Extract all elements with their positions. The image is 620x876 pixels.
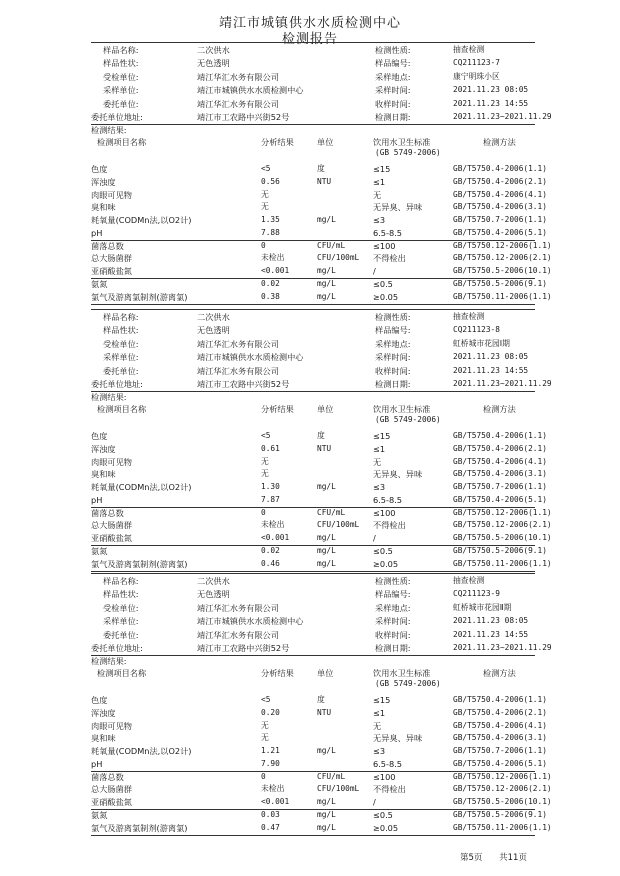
- standard-cell: ≤3: [373, 482, 386, 492]
- standard-cell: 无: [373, 720, 382, 731]
- sampling-time-value: 2021.11.23 08:05: [453, 352, 529, 362]
- client-unit-label: 受检单位:: [103, 338, 139, 349]
- item-name-cell: 浑浊度: [91, 443, 116, 454]
- unit-cell: mg/L: [317, 545, 336, 555]
- test-nature-value: 抽查检测: [453, 576, 485, 585]
- client-unit-label: 受检单位:: [103, 71, 139, 82]
- column-header-standard: 饮用水卫生标准: [373, 404, 431, 414]
- column-header-item: 检测项目名称: [97, 404, 147, 414]
- entrust-address-label: 委托单位地址:: [91, 379, 143, 389]
- block-top-rule: [91, 573, 535, 574]
- test-date-label: 检测日期:: [375, 112, 411, 122]
- standard-cell: 无: [373, 189, 382, 200]
- item-name-cell: 总大肠菌群: [91, 520, 132, 531]
- result-cell: 0.03: [261, 809, 280, 819]
- method-cell: GB/T5750.12-2006(2.1): [453, 253, 552, 263]
- method-cell: GB/T5750.5-2006(10.1): [453, 797, 552, 806]
- standard-cell: ≤1: [373, 443, 386, 454]
- info-bottom-rule: [91, 391, 535, 392]
- standard-cell: 无异臭、异味: [373, 202, 423, 213]
- unit-cell: NTU: [317, 707, 332, 717]
- unit-cell: CFU/mL: [317, 507, 346, 517]
- sample-name-value: 二次供水: [197, 45, 230, 55]
- entrust-address-label: 委托单位地址:: [91, 112, 143, 122]
- method-cell: GB/T5750.4-2006(2.1): [453, 707, 547, 717]
- result-cell: 0.02: [261, 545, 280, 555]
- standard-cell: ≤1: [373, 176, 386, 187]
- sampling-unit-value: 靖江市城镇供水水质检测中心: [197, 616, 304, 627]
- item-name-cell: 浑浊度: [91, 176, 116, 187]
- entrust-unit-label: 委托单位:: [103, 98, 139, 109]
- unit-cell: 度: [317, 431, 325, 440]
- result-cell: <0.001: [261, 533, 290, 542]
- method-cell: GB/T5750.11-2006(1.1): [453, 291, 552, 301]
- block-bottom-rule: [91, 835, 535, 836]
- unit-cell: mg/L: [317, 809, 336, 819]
- test-date-label: 检测日期:: [375, 643, 411, 653]
- standard-cell: ≥0.05: [373, 558, 399, 569]
- sampling-unit-label: 采样单位:: [103, 352, 139, 363]
- standard-cell: ≤1: [373, 707, 386, 718]
- unit-cell: CFU/100mL: [317, 253, 360, 263]
- column-header-unit: 单位: [317, 137, 334, 147]
- results-heading: 检测结果:: [91, 125, 127, 135]
- standard-cell: 不得检出: [373, 520, 406, 531]
- item-name-cell: 总大肠菌群: [91, 253, 132, 264]
- column-header-standard-sub: (GB 5749-2006): [375, 415, 441, 424]
- entrust-unit-label: 委托单位:: [103, 365, 139, 376]
- sample-property-value: 无色透明: [197, 589, 230, 600]
- standard-cell: 不得检出: [373, 253, 406, 264]
- result-cell: 0: [261, 771, 266, 781]
- entrust-address-value: 靖江市工农路中兴街52号: [197, 379, 290, 389]
- result-cell: 0: [261, 240, 266, 250]
- item-name-cell: 肉眼可见物: [91, 720, 132, 731]
- standard-cell: 6.5-8.5: [373, 494, 402, 505]
- result-cell: <0.001: [261, 797, 290, 806]
- report-header-title: 靖江市城镇供水水质检测中心: [218, 16, 401, 31]
- unit-cell: mg/L: [317, 822, 336, 832]
- result-cell: <5: [261, 695, 271, 704]
- result-cell: 0.20: [261, 707, 280, 717]
- unit-cell: CFU/mL: [317, 240, 346, 250]
- item-name-cell: 耗氧量(CODMn法,以O2计): [91, 215, 192, 225]
- method-cell: GB/T5750.12-2006(1.1): [453, 771, 552, 781]
- item-name-cell: 色度: [91, 164, 108, 174]
- item-name-cell: 氯气及游离氯制剂(游离氯): [91, 558, 188, 569]
- method-cell: GB/T5750.4-2006(1.1): [453, 164, 547, 173]
- test-nature-label: 检测性质:: [375, 45, 411, 55]
- receive-time-value: 2021.11.23 14:55: [453, 629, 529, 639]
- sampling-time-label: 采样时间:: [375, 85, 411, 96]
- sample-number-value: CQ211123-9: [453, 589, 500, 599]
- result-cell: 7.88: [261, 227, 280, 237]
- result-cell: 0.61: [261, 443, 280, 453]
- receive-time-value: 2021.11.23 14:55: [453, 365, 529, 375]
- result-cell: 1.21: [261, 746, 280, 755]
- standard-cell: ≤100: [373, 507, 396, 518]
- standard-cell: 6.5-8.5: [373, 227, 402, 238]
- standard-cell: ≤0.5: [373, 545, 393, 556]
- method-cell: GB/T5750.5-2006(9.1): [453, 545, 547, 555]
- sampling-site-label: 采样地点:: [375, 338, 411, 349]
- item-name-cell: 菌落总数: [91, 240, 124, 251]
- method-cell: GB/T5750.7-2006(1.1): [453, 215, 547, 224]
- column-header-standard: 饮用水卫生标准: [373, 668, 431, 678]
- unit-cell: mg/L: [317, 558, 336, 568]
- test-nature-value: 抽查检测: [453, 312, 485, 321]
- item-name-cell: 浑浊度: [91, 707, 116, 718]
- receive-time-label: 收样时间:: [375, 629, 411, 640]
- column-header-method: 检测方法: [483, 668, 516, 678]
- result-cell: 0.02: [261, 278, 280, 288]
- standard-cell: /: [373, 797, 376, 807]
- item-name-cell: pH: [91, 494, 103, 505]
- method-cell: GB/T5750.7-2006(1.1): [453, 482, 547, 491]
- result-cell: 7.87: [261, 494, 280, 504]
- info-bottom-rule: [91, 124, 535, 125]
- page-footer: [460, 851, 541, 863]
- sample-property-label: 样品性状:: [103, 589, 139, 600]
- method-cell: GB/T5750.11-2006(1.1): [453, 558, 552, 568]
- column-header-result: 分析结果: [261, 137, 294, 147]
- method-cell: GB/T5750.7-2006(1.1): [453, 746, 547, 755]
- result-cell: 未检出: [261, 253, 285, 263]
- standard-cell: ≤3: [373, 215, 386, 225]
- sample-number-label: 样品编号:: [375, 589, 411, 600]
- standard-cell: 6.5-8.5: [373, 758, 402, 769]
- unit-cell: mg/L: [317, 797, 336, 806]
- test-nature-label: 检测性质:: [375, 312, 411, 322]
- item-name-cell: 总大肠菌群: [91, 784, 132, 795]
- column-header-unit: 单位: [317, 668, 334, 678]
- block-top-rule: [91, 309, 535, 310]
- method-cell: GB/T5750.5-2006(10.1): [453, 533, 552, 542]
- unit-cell: NTU: [317, 443, 332, 453]
- entrust-address-label: 委托单位地址:: [91, 643, 143, 653]
- item-name-cell: 耗氧量(CODMn法,以O2计): [91, 746, 192, 756]
- item-name-cell: 臭和味: [91, 202, 116, 213]
- column-header-item: 检测项目名称: [97, 668, 147, 678]
- standard-cell: 无异臭、异味: [373, 469, 423, 480]
- sampling-unit-value: 靖江市城镇供水水质检测中心: [197, 352, 304, 363]
- sampling-site-label: 采样地点:: [375, 71, 411, 82]
- item-name-cell: 亚硝酸盐氮: [91, 266, 132, 276]
- standard-cell: ≤15: [373, 695, 391, 705]
- unit-cell: mg/L: [317, 291, 336, 301]
- result-cell: 0.46: [261, 558, 280, 568]
- method-cell: GB/T5750.4-2006(4.1): [453, 720, 547, 730]
- unit-cell: CFU/mL: [317, 771, 346, 781]
- method-cell: GB/T5750.5-2006(9.1): [453, 278, 547, 288]
- standard-cell: ≤15: [373, 431, 391, 441]
- item-name-cell: 肉眼可见物: [91, 456, 132, 467]
- receive-time-label: 收样时间:: [375, 365, 411, 376]
- unit-cell: mg/L: [317, 278, 336, 288]
- method-cell: GB/T5750.4-2006(1.1): [453, 431, 547, 440]
- unit-cell: 度: [317, 695, 325, 704]
- page-number: 第5页: [460, 853, 483, 863]
- method-cell: GB/T5750.4-2006(2.1): [453, 443, 547, 453]
- sample-name-label: 样品名称:: [103, 45, 139, 55]
- sample-name-label: 样品名称:: [103, 576, 139, 586]
- result-cell: 无: [261, 456, 269, 466]
- method-cell: GB/T5750.11-2006(1.1): [453, 822, 552, 832]
- sample-name-value: 二次供水: [197, 576, 230, 586]
- standard-cell: 无异臭、异味: [373, 733, 423, 744]
- item-name-cell: 菌落总数: [91, 771, 124, 782]
- sampling-time-value: 2021.11.23 08:05: [453, 616, 529, 626]
- test-date-value: 2021.11.23~2021.11.29: [453, 112, 552, 121]
- method-cell: GB/T5750.4-2006(5.1): [453, 758, 547, 768]
- info-bottom-rule: [91, 655, 535, 656]
- sample-name-label: 样品名称:: [103, 312, 139, 322]
- entrust-address-value: 靖江市工农路中兴街52号: [197, 643, 290, 653]
- item-name-cell: 菌落总数: [91, 507, 124, 518]
- result-cell: 0: [261, 507, 266, 517]
- entrust-unit-value: 靖江华汇水务有限公司: [197, 629, 279, 640]
- unit-cell: mg/L: [317, 746, 336, 755]
- standard-cell: ≤100: [373, 240, 396, 251]
- receive-time-value: 2021.11.23 14:55: [453, 98, 529, 108]
- method-cell: GB/T5750.4-2006(4.1): [453, 189, 547, 199]
- item-name-cell: pH: [91, 227, 103, 238]
- sample-property-value: 无色透明: [197, 58, 230, 69]
- result-cell: 无: [261, 189, 269, 199]
- result-cell: 0.38: [261, 291, 280, 301]
- block-top-rule: [91, 42, 535, 43]
- column-header-method: 检测方法: [483, 404, 516, 414]
- client-unit-label: 受检单位:: [103, 602, 139, 613]
- result-cell: 无: [261, 202, 269, 212]
- method-cell: GB/T5750.4-2006(3.1): [453, 733, 547, 743]
- result-cell: 1.30: [261, 482, 280, 491]
- sampling-unit-value: 靖江市城镇供水水质检测中心: [197, 85, 304, 96]
- sampling-site-value: 虹桥城市花园Ⅱ期: [453, 602, 512, 612]
- item-name-cell: 氨氮: [91, 545, 108, 556]
- column-header-unit: 单位: [317, 404, 334, 414]
- sample-number-value: CQ211123-8: [453, 325, 500, 335]
- method-cell: GB/T5750.5-2006(10.1): [453, 266, 552, 275]
- item-name-cell: 臭和味: [91, 733, 116, 744]
- method-cell: GB/T5750.5-2006(9.1): [453, 809, 547, 819]
- standard-cell: /: [373, 266, 376, 276]
- result-cell: 0.56: [261, 176, 280, 186]
- unit-cell: CFU/100mL: [317, 784, 360, 794]
- item-name-cell: 亚硝酸盐氮: [91, 797, 132, 807]
- unit-cell: 度: [317, 164, 325, 173]
- receive-time-label: 收样时间:: [375, 98, 411, 109]
- entrust-unit-value: 靖江华汇水务有限公司: [197, 365, 279, 376]
- sample-number-value: CQ211123-7: [453, 58, 500, 68]
- item-name-cell: 色度: [91, 431, 108, 441]
- column-header-method: 检测方法: [483, 137, 516, 147]
- sample-number-label: 样品编号:: [375, 325, 411, 336]
- sampling-unit-label: 采样单位:: [103, 616, 139, 627]
- column-header-standard-sub: (GB 5749-2006): [375, 148, 441, 157]
- sample-number-label: 样品编号:: [375, 58, 411, 69]
- column-header-standard: 饮用水卫生标准: [373, 137, 431, 147]
- unit-cell: mg/L: [317, 215, 336, 224]
- item-name-cell: 耗氧量(CODMn法,以O2计): [91, 482, 192, 492]
- sample-report-block: [91, 42, 552, 304]
- standard-cell: 无: [373, 456, 382, 467]
- column-header-item: 检测项目名称: [97, 137, 147, 147]
- method-cell: GB/T5750.12-2006(1.1): [453, 240, 552, 250]
- method-cell: GB/T5750.12-2006(2.1): [453, 520, 552, 530]
- method-cell: GB/T5750.4-2006(2.1): [453, 176, 547, 186]
- item-name-cell: pH: [91, 758, 103, 769]
- method-cell: GB/T5750.12-2006(2.1): [453, 784, 552, 794]
- sample-report-block: [91, 573, 552, 835]
- result-cell: 未检出: [261, 520, 285, 530]
- entrust-address-value: 靖江市工农路中兴街52号: [197, 112, 290, 122]
- sampling-time-label: 采样时间:: [375, 352, 411, 363]
- column-header-standard-sub: (GB 5749-2006): [375, 679, 441, 688]
- column-header-result: 分析结果: [261, 668, 294, 678]
- sample-name-value: 二次供水: [197, 312, 230, 322]
- client-unit-value: 靖江华汇水务有限公司: [197, 602, 279, 613]
- item-name-cell: 肉眼可见物: [91, 189, 132, 200]
- result-cell: 7.90: [261, 758, 280, 768]
- unit-cell: mg/L: [317, 482, 336, 491]
- method-cell: GB/T5750.4-2006(1.1): [453, 695, 547, 704]
- standard-cell: ≥0.05: [373, 822, 399, 833]
- page-total: 共11页: [499, 853, 527, 863]
- sample-property-label: 样品性状:: [103, 325, 139, 336]
- report-header-subtitle: 检测报告: [281, 32, 338, 47]
- item-name-cell: 臭和味: [91, 469, 116, 480]
- result-cell: <0.001: [261, 266, 290, 275]
- standard-cell: ≤15: [373, 164, 391, 174]
- standard-cell: ≤3: [373, 746, 386, 756]
- client-unit-value: 靖江华汇水务有限公司: [197, 71, 279, 82]
- sample-report-block: [91, 309, 552, 571]
- standard-cell: 不得检出: [373, 784, 406, 795]
- sampling-time-value: 2021.11.23 08:05: [453, 85, 529, 95]
- standard-cell: ≤0.5: [373, 278, 393, 289]
- result-cell: <5: [261, 431, 271, 440]
- results-heading: 检测结果:: [91, 392, 127, 402]
- result-cell: 未检出: [261, 784, 285, 794]
- sampling-site-value: 虹桥城市花园Ⅰ期: [453, 338, 510, 348]
- method-cell: GB/T5750.4-2006(5.1): [453, 227, 547, 237]
- sample-property-value: 无色透明: [197, 325, 230, 336]
- standard-cell: ≥0.05: [373, 291, 399, 302]
- column-header-result: 分析结果: [261, 404, 294, 414]
- entrust-unit-label: 委托单位:: [103, 629, 139, 640]
- sampling-time-label: 采样时间:: [375, 616, 411, 627]
- results-heading: 检测结果:: [91, 656, 127, 666]
- test-nature-value: 抽查检测: [453, 45, 485, 54]
- item-name-cell: 氨氮: [91, 809, 108, 820]
- result-cell: 1.35: [261, 215, 280, 224]
- test-nature-label: 检测性质:: [375, 576, 411, 586]
- client-unit-value: 靖江华汇水务有限公司: [197, 338, 279, 349]
- unit-cell: NTU: [317, 176, 332, 186]
- item-name-cell: 氯气及游离氯制剂(游离氯): [91, 291, 188, 302]
- method-cell: GB/T5750.4-2006(3.1): [453, 202, 547, 212]
- standard-cell: /: [373, 533, 376, 543]
- sampling-unit-label: 采样单位:: [103, 85, 139, 96]
- result-cell: 无: [261, 733, 269, 743]
- block-bottom-rule: [91, 304, 535, 305]
- result-cell: <5: [261, 164, 271, 173]
- method-cell: GB/T5750.4-2006(4.1): [453, 456, 547, 466]
- unit-cell: CFU/100mL: [317, 520, 360, 530]
- result-cell: 无: [261, 720, 269, 730]
- sample-property-label: 样品性状:: [103, 58, 139, 69]
- item-name-cell: 色度: [91, 695, 108, 705]
- standard-cell: ≤0.5: [373, 809, 393, 820]
- item-name-cell: 氨氮: [91, 278, 108, 289]
- method-cell: GB/T5750.12-2006(1.1): [453, 507, 552, 517]
- result-cell: 0.47: [261, 822, 280, 832]
- item-name-cell: 氯气及游离氯制剂(游离氯): [91, 822, 188, 833]
- sampling-site-label: 采样地点:: [375, 602, 411, 613]
- sampling-site-value: 康宁明珠小区: [453, 71, 500, 81]
- method-cell: GB/T5750.4-2006(5.1): [453, 494, 547, 504]
- item-name-cell: 亚硝酸盐氮: [91, 533, 132, 543]
- standard-cell: ≤100: [373, 771, 396, 782]
- entrust-unit-value: 靖江华汇水务有限公司: [197, 98, 279, 109]
- test-date-label: 检测日期:: [375, 379, 411, 389]
- result-cell: 无: [261, 469, 269, 479]
- test-date-value: 2021.11.23~2021.11.29: [453, 379, 552, 388]
- unit-cell: mg/L: [317, 533, 336, 542]
- unit-cell: mg/L: [317, 266, 336, 275]
- test-date-value: 2021.11.23~2021.11.29: [453, 643, 552, 652]
- method-cell: GB/T5750.4-2006(3.1): [453, 469, 547, 479]
